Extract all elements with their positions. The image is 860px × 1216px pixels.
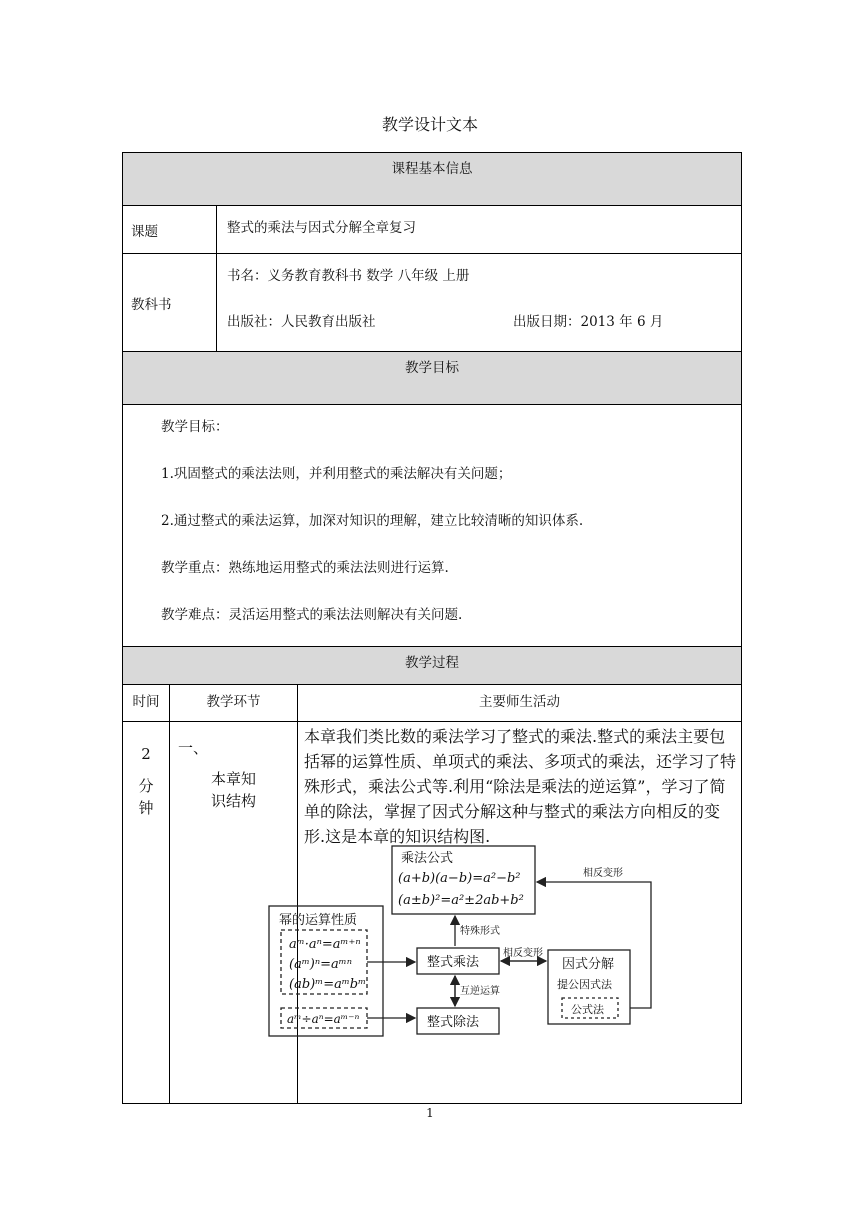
activity-text: 本章我们类比数的乘法学习了整式的乘法.整式的乘法主要包括幂的运算性质、单项式的乘法、多项式的乘法，还学习了特殊形式，乘法公式等.利用“除法是乘法的逆运算”，学习了简单的除法，掌握了因式分解这种与整式的乘法方向相反的变形.这是本章的知识结构图. bbox=[304, 727, 737, 846]
step-name: 本章知 bbox=[210, 770, 256, 788]
inverse-label: 相反变形 bbox=[503, 948, 543, 959]
step-num: 一、 bbox=[178, 739, 209, 757]
goal-item: 1.巩固整式的乘法法则，并利用整式的乘法解决有关问题； bbox=[161, 466, 512, 482]
col-time: 时间 bbox=[123, 685, 170, 722]
power-title: 幂的运算性质 bbox=[279, 913, 358, 928]
factorization-label: 因式分解 bbox=[562, 957, 615, 972]
power-rule-1: aᵐ·aⁿ=aᵐ⁺ⁿ bbox=[289, 937, 361, 952]
special-form-label: 特殊形式 bbox=[460, 926, 500, 937]
time-unit: 钟 bbox=[138, 799, 154, 817]
formula-2: (a±b)²=a²±2ab+b² bbox=[398, 893, 524, 908]
difficult-point: 教学难点：灵活运用整式的乘法法则解决有关问题. bbox=[161, 607, 463, 623]
goals-heading: 教学目标： bbox=[161, 419, 229, 435]
inverse-top-label: 相反变形 bbox=[583, 868, 623, 879]
col-step: 教学环节 bbox=[170, 685, 298, 722]
mutual-op-label: 互逆运算 bbox=[460, 986, 500, 997]
topic-value: 整式的乘法与因式分解全章复习 bbox=[217, 206, 742, 254]
time-num: 2 bbox=[141, 745, 151, 763]
formula-1: (a+b)(a−b)=a²−b² bbox=[398, 871, 521, 886]
goals-block bbox=[123, 405, 742, 647]
factorization-sub: 提公因式法 bbox=[557, 978, 612, 991]
formula-method-label: 公式法 bbox=[571, 1003, 604, 1016]
division-label: 整式除法 bbox=[427, 1015, 480, 1030]
section-process: 教学过程 bbox=[123, 647, 742, 685]
section-goals: 教学目标 bbox=[123, 352, 742, 405]
textbook-info bbox=[217, 254, 742, 352]
document-title: 教学设计文本 bbox=[381, 115, 478, 134]
power-rule-2: (aᵐ)ⁿ=aᵐⁿ bbox=[289, 957, 353, 972]
formula-title: 乘法公式 bbox=[401, 851, 454, 866]
textbook-label: 教科书 bbox=[123, 254, 217, 352]
topic-label: 课题 bbox=[123, 206, 217, 254]
book-name: 书名：义务教育教科书 数学 八年级 上册 bbox=[227, 268, 470, 284]
time-cell bbox=[123, 722, 170, 1104]
key-point: 教学重点：熟练地运用整式的乘法法则进行运算. bbox=[161, 560, 449, 576]
knowledge-structure-diagram bbox=[255, 838, 675, 1048]
col-activity: 主要师生活动 bbox=[298, 685, 742, 722]
time-unit: 分 bbox=[138, 777, 154, 795]
multiplication-label: 整式乘法 bbox=[427, 955, 480, 970]
publisher: 出版社：人民教育出版社 bbox=[227, 314, 376, 330]
page-number: 1 bbox=[426, 1106, 434, 1120]
power-rule-4: aᵐ÷aⁿ=aᵐ⁻ⁿ bbox=[287, 1012, 360, 1026]
goal-item: 2.通过整式的乘法运算，加深对知识的理解，建立比较清晰的知识体系. bbox=[161, 513, 584, 529]
publish-date: 出版日期：2013 年 6 月 bbox=[513, 314, 664, 330]
section-basic-info: 课程基本信息 bbox=[123, 153, 742, 206]
step-name: 识结构 bbox=[210, 792, 256, 810]
power-rule-3: (ab)ᵐ=aᵐbᵐ bbox=[289, 977, 367, 992]
